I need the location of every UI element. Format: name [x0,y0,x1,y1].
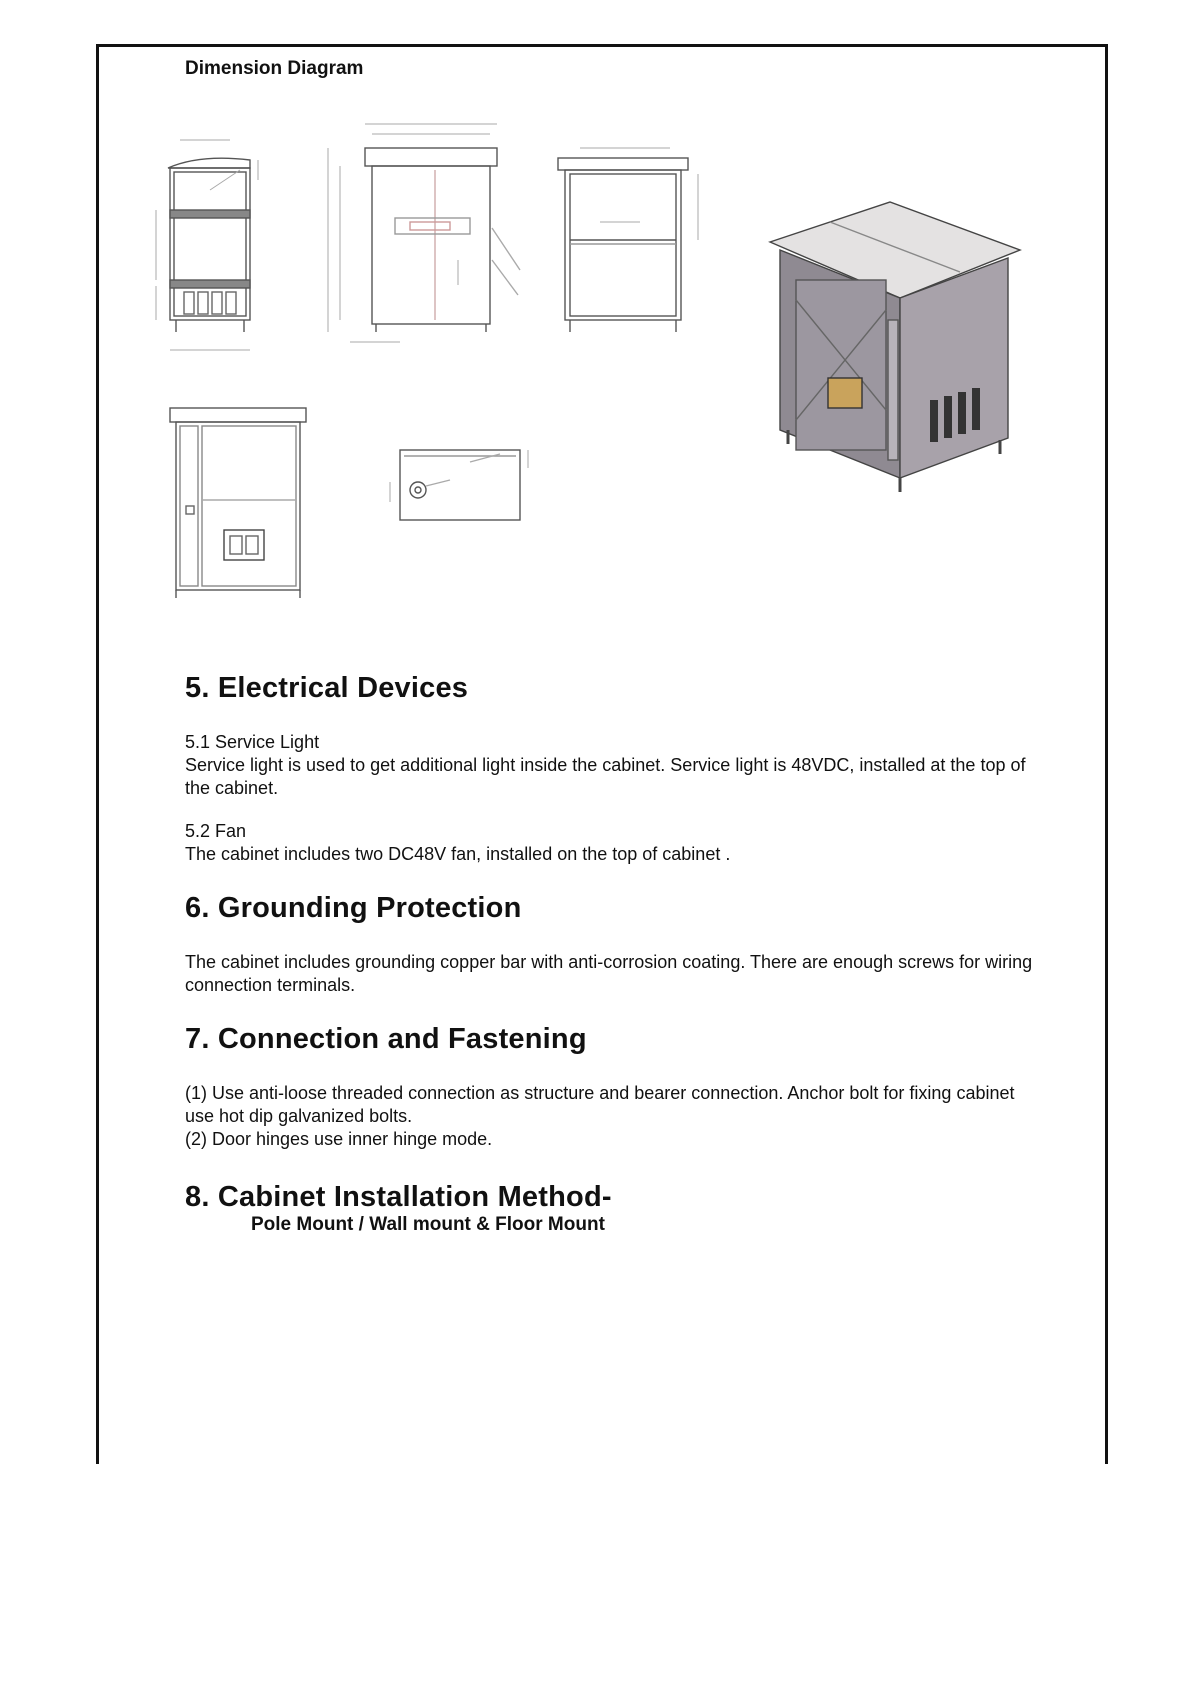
subsection-service-light [185,731,1035,800]
section-grounding-protection [185,892,1035,997]
fan-text: The cabinet includes two DC48V fan, installed on the top of cabinet . [185,844,731,864]
grounding-text: The cabinet includes grounding copper bar with anti-corrosion coating. There are enough screws for wiring connection terminals. [185,952,1033,995]
side-view-drawing [156,140,258,350]
section-installation-method [185,1181,1035,1236]
section-electrical-devices [185,672,1035,866]
section-heading-installation: 8. Cabinet Installation Method- [185,1181,612,1213]
dimension-diagrams [140,110,1040,630]
interior-view-drawing [170,408,306,598]
isometric-cabinet-drawing [770,202,1020,492]
diagram-title: Dimension Diagram [185,58,364,79]
connection-item-2: (2) Door hinges use inner hinge mode. [185,1129,493,1149]
service-light-text: Service light is used to get additional light inside the cabinet. Service light is 48VDC, installed at the top of the cabinet. [185,755,1026,798]
rear-view-drawing [558,148,698,332]
bottom-plate-drawing [390,450,528,520]
section-heading-electrical: 5. Electrical Devices [185,672,469,704]
installation-subtitle: Pole Mount / Wall mount & Floor Mount [251,1214,605,1235]
service-light-title: 5.1 Service Light [185,732,320,752]
connection-item-1: (1) Use anti-loose threaded connection as structure and bearer connection. Anchor bolt for fixing cabinet use hot dip galvanized bolts. [185,1083,1015,1126]
subsection-fan [185,820,1035,866]
document-body [185,672,1035,1236]
fan-title: 5.2 Fan [185,821,247,841]
section-heading-grounding: 6. Grounding Protection [185,892,522,924]
section-connection-fastening [185,1023,1035,1151]
front-view-drawing [328,124,520,342]
section-heading-connection: 7. Connection and Fastening [185,1023,587,1055]
